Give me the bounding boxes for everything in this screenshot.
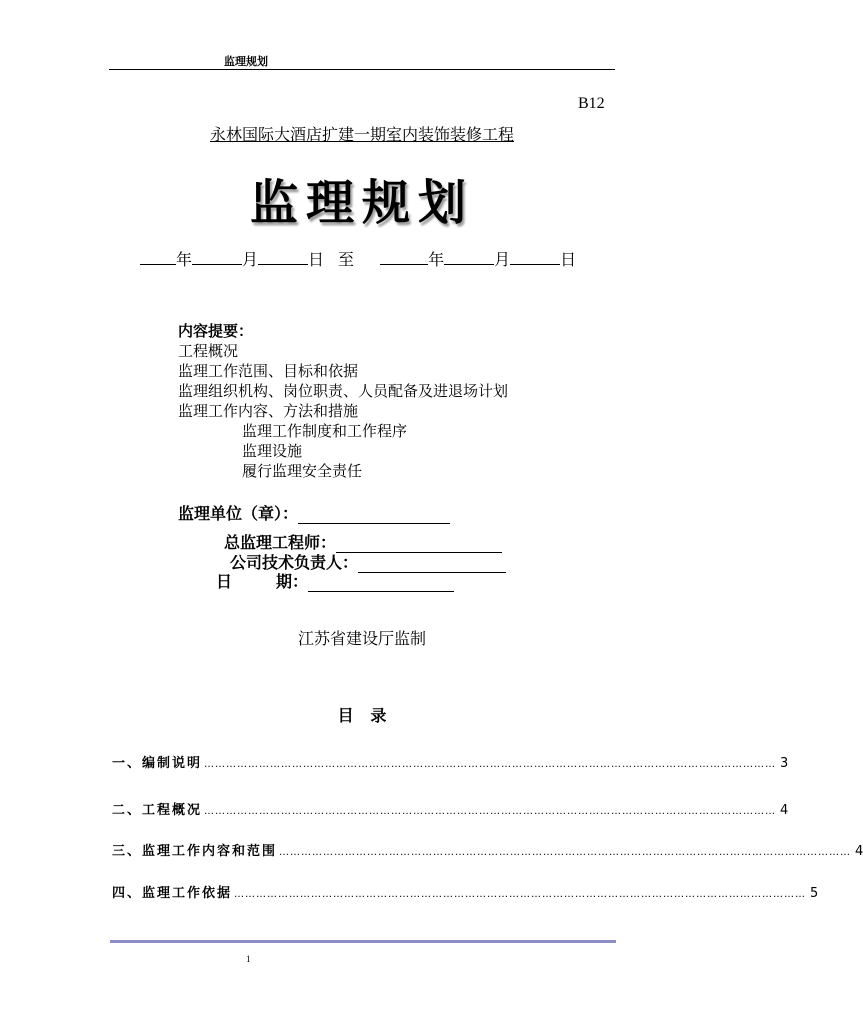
summary-item: 监理组织机构、岗位职责、人员配备及进退场计划 [178,382,509,400]
summary-item: 监理工作范围、目标和依据 [178,362,359,380]
signature-line [308,576,454,592]
toc-entry[interactable] [112,840,863,859]
summary-heading: 内容提要： [178,322,254,340]
toc-leader-dots: ………………………………………………………………………………………………………………………………………… [204,759,777,770]
date-blank [510,250,560,265]
issuer: 江苏省建设厅监制 [297,629,426,648]
date-year-end: 年 [428,250,445,269]
date-blank [444,250,494,265]
date-year-start: 年 [176,250,193,269]
date-range [140,247,576,270]
chief-engineer-label: 总监理工程师： [224,533,337,552]
date-blank [192,250,242,265]
date-to: 至 [338,250,355,269]
summary-sub-item: 监理工作制度和工作程序 [242,422,408,440]
toc-leader-dots: ………………………………………………………………………………………………………………………………………… [204,806,777,817]
toc-entry-page: 4 [855,844,863,859]
tech-lead-label: 公司技术负责人： [230,553,359,572]
sign-date-field [216,569,454,592]
toc-entry-page: 4 [780,803,789,818]
date-blank [258,250,308,265]
header-divider [109,69,615,70]
toc-entry[interactable] [112,882,819,901]
summary-item: 工程概况 [178,342,239,360]
toc-leader-dots: ………………………………………………………………………………………………………………………………………… [279,847,852,858]
toc-entry-label: 一、编制说明 [112,756,203,771]
date-blank [140,250,176,265]
toc-entry-label: 二、工程概况 [112,803,203,818]
page-number: 1 [246,954,251,964]
summary-sub-item: 监理设施 [242,442,303,460]
toc-entry[interactable] [112,799,789,818]
signature-line [298,508,450,524]
running-header: 监理规划 [224,55,268,68]
toc-entry[interactable] [112,752,789,771]
project-name: 永林国际大酒店扩建一期室内装饰装修工程 [209,125,514,144]
toc-entry-page: 3 [780,756,789,771]
toc-entry-label: 四、监理工作依据 [112,886,233,901]
supervision-unit-field [178,501,450,524]
toc-entry-page: 5 [810,886,819,901]
summary-sub-item: 履行监理安全责任 [242,462,363,480]
date-day-end: 日 [560,250,577,269]
toc-title: 目 录 [337,706,387,725]
sign-date-label-a: 日 [216,572,233,591]
summary-item: 监理工作内容、方法和措施 [178,402,359,420]
sign-date-label-b: 期： [276,572,309,591]
date-blank [380,250,428,265]
date-day-start: 日 [308,250,325,269]
main-title: 监理规划 [249,175,474,231]
footer-divider [110,940,616,943]
toc-leader-dots: ………………………………………………………………………………………………………………………………………… [234,889,807,900]
content-summary [178,321,508,481]
date-month-start: 月 [242,250,259,269]
date-month-end: 月 [494,250,511,269]
document-code: B12 [578,95,605,112]
supervision-unit-label: 监理单位（章）： [178,504,299,523]
toc-entry-label: 三、监理工作内容和范围 [112,844,278,859]
